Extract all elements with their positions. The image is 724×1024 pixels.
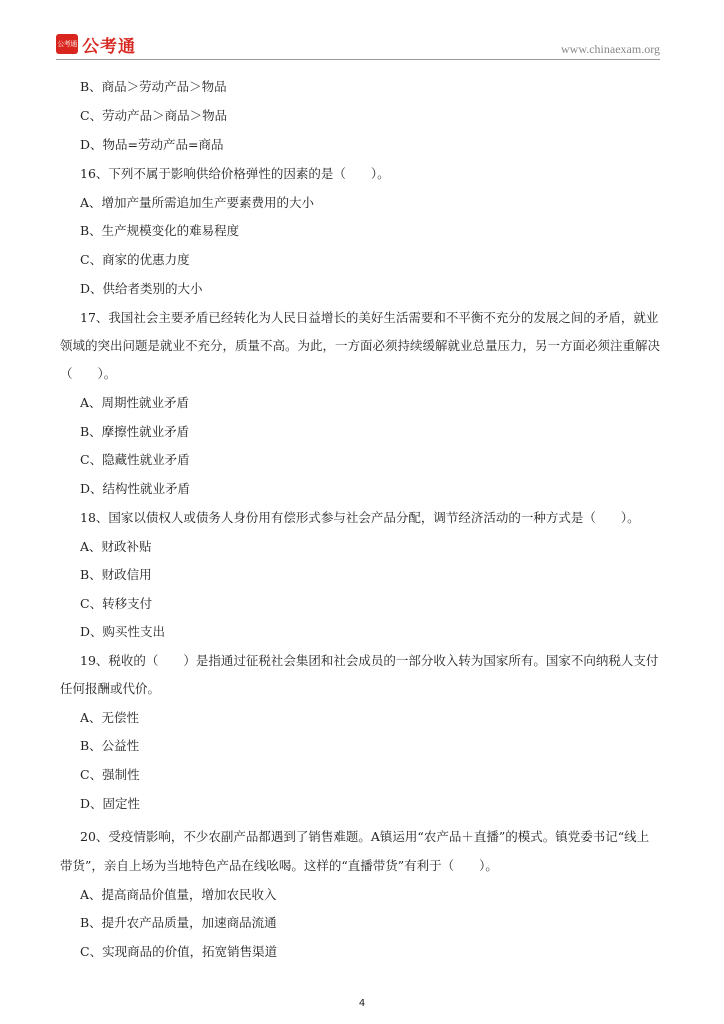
option-a: A、无偿性	[80, 710, 140, 725]
option-d: D、供给者类别的大小	[80, 281, 203, 296]
page-header	[0, 0, 724, 62]
option-d: D、物品=劳动产品=商品	[80, 137, 224, 152]
option-a: A、周期性就业矛盾	[80, 395, 190, 410]
option-b: B、生产规模变化的难易程度	[80, 223, 240, 238]
question-18: 18、国家以债权人或债务人身份用有偿形式参与社会产品分配，调节经济活动的一种方式是（ ）。	[80, 510, 640, 525]
logo-mark-icon: 公考通	[56, 34, 78, 54]
option-c: C、实现商品的价值，拓宽销售渠道	[80, 944, 278, 959]
question-16: 16、下列不属于影响供给价格弹性的因素的是（ ）。	[80, 166, 390, 181]
question-20-cont: 带货”，亲自上场为当地特色产品在线吆喝。这样的“直播带货”有利于（ ）。	[60, 858, 498, 873]
question-17-cont: （ ）。	[60, 366, 117, 381]
option-c: C、强制性	[80, 767, 140, 782]
question-19-cont: 任何报酬或代价。	[60, 681, 161, 696]
option-b: B、摩擦性就业矛盾	[80, 424, 190, 439]
option-b: B、财政信用	[80, 567, 152, 582]
option-b: B、商品＞劳动产品＞物品	[80, 79, 227, 94]
option-c: C、商家的优惠力度	[80, 252, 190, 267]
option-d: D、购买性支出	[80, 624, 166, 639]
option-c: C、转移支付	[80, 596, 153, 611]
option-a: A、财政补贴	[80, 539, 152, 554]
site-url[interactable]: www.chinaexam.org	[561, 42, 660, 56]
brand-logo[interactable]	[56, 33, 136, 55]
question-20: 20、受疫情影响，不少农副产品都遇到了销售难题。A镇运用“农产品＋直播”的模式。镇党委书记“线上	[80, 829, 650, 844]
logo-text: 公考通	[82, 36, 136, 57]
option-b: B、提升农产品质量，加速商品流通	[80, 915, 277, 930]
question-19: 19、税收的（ ）是指通过征税社会集团和社会成员的一部分收入转为国家所有。国家不向纳税人支付	[80, 653, 659, 668]
header-divider	[56, 59, 660, 60]
question-17-cont: 领域的突出问题是就业不充分，质量不高。为此，一方面必须持续缓解就业总量压力，另一方面必须注重解决	[60, 338, 661, 353]
option-c: C、劳动产品＞商品＞物品	[80, 108, 228, 123]
option-b: B、公益性	[80, 738, 140, 753]
option-c: C、隐藏性就业矛盾	[80, 452, 190, 467]
question-17: 17、我国社会主要矛盾已经转化为人民日益增长的美好生活需要和不平衡不充分的发展之间的矛盾，就业	[80, 310, 659, 325]
option-a: A、增加产量所需追加生产要素费用的大小	[80, 195, 315, 210]
option-a: A、提高商品价值量，增加农民收入	[80, 887, 277, 902]
page-number: 4	[358, 998, 366, 1009]
option-d: D、结构性就业矛盾	[80, 481, 191, 496]
option-d: D、固定性	[80, 796, 141, 811]
